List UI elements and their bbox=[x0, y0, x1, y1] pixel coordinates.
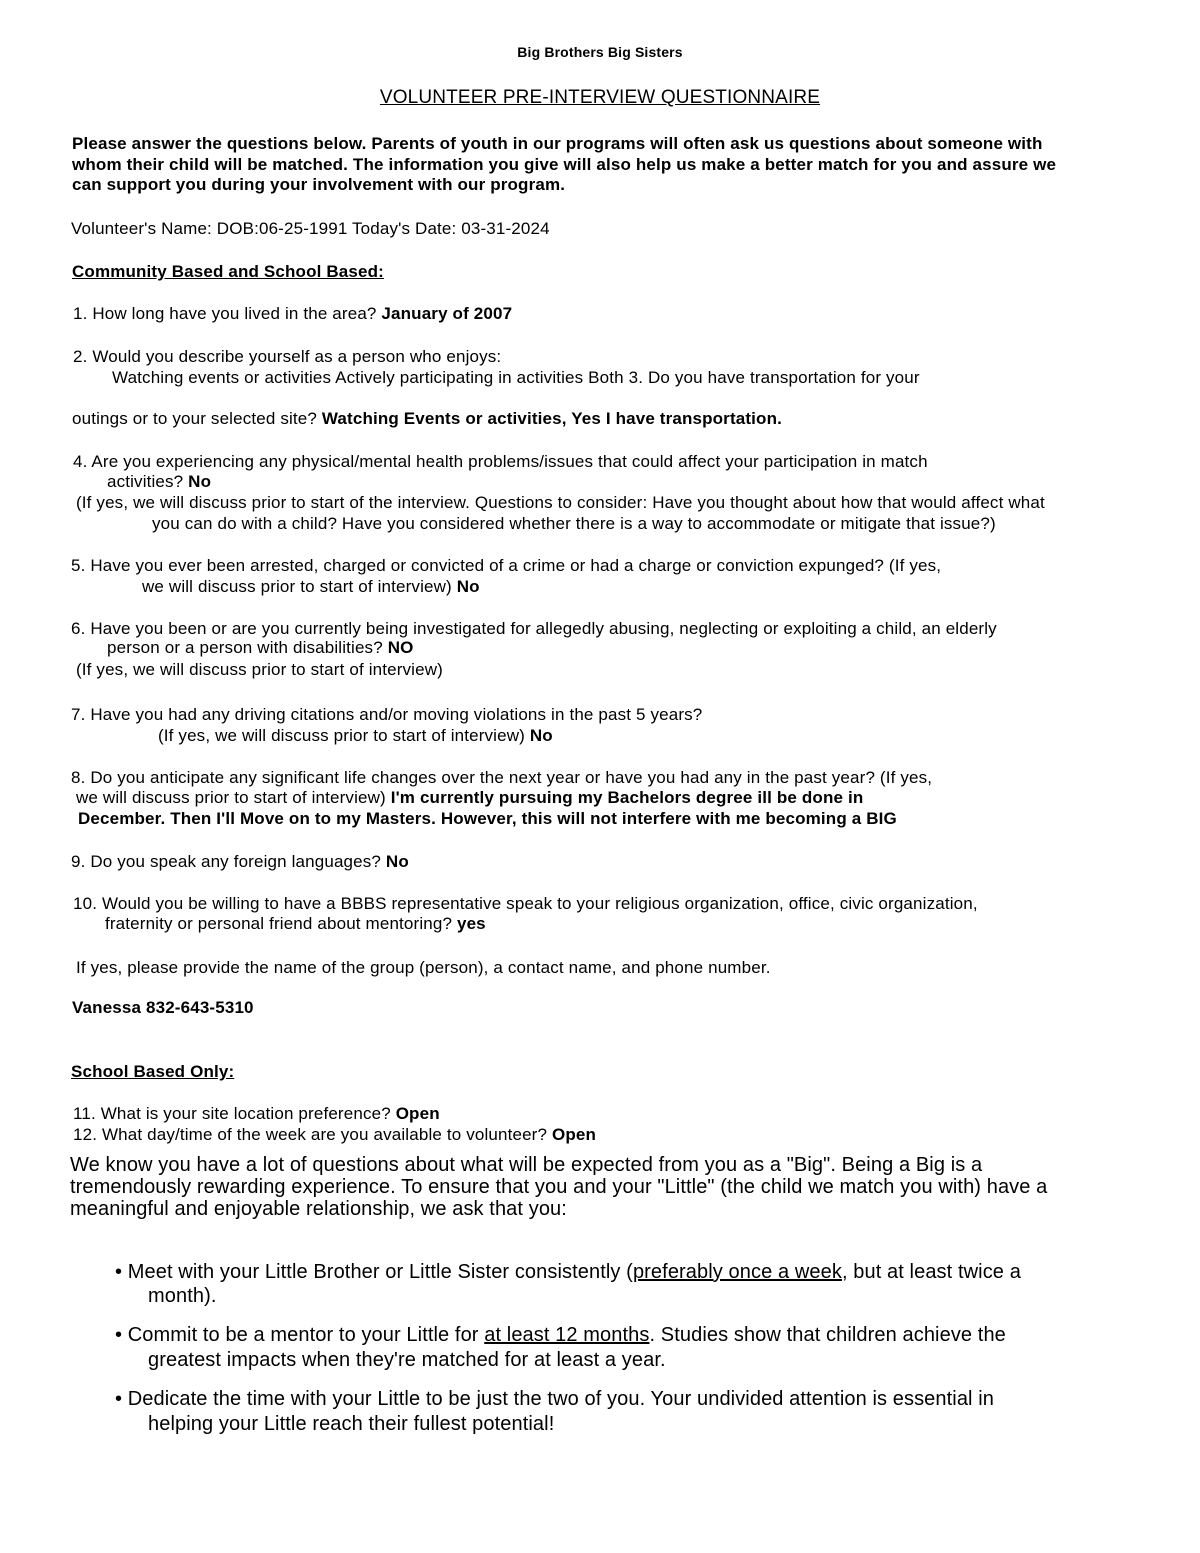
volunteer-info-line: Volunteer's Name: DOB:06-25-1991 Today's Date: 03-31-2024 bbox=[71, 219, 550, 238]
answer-6: NO bbox=[387, 638, 414, 657]
question-4-note-cont: you can do with a child? Have you considered whether there is a way to accommodate or mitigate that issue?) bbox=[152, 514, 996, 533]
org-name: Big Brothers Big Sisters bbox=[517, 44, 683, 60]
question-2: 2. Would you describe yourself as a person who enjoys: bbox=[73, 347, 502, 366]
answer-8-part-2: December. Then I'll Move on to my Masters. However, this will not interfere with me becoming a BIG bbox=[78, 809, 897, 828]
question-9: 9. Do you speak any foreign languages? No bbox=[71, 852, 409, 871]
question-11: 11. What is your site location preference? Open bbox=[73, 1104, 440, 1123]
answer-1: January of 2007 bbox=[381, 304, 513, 323]
question-3: outings or to your selected site? Watching Events or activities, Yes I have transportation. bbox=[72, 409, 782, 428]
question-7-cont: (If yes, we will discuss prior to start of interview) No bbox=[158, 726, 553, 745]
answer-2-3: Watching Events or activities, Yes I have transportation. bbox=[321, 409, 782, 428]
bullet-dedicate-time-cont: helping your Little reach their fullest potential! bbox=[148, 1413, 555, 1435]
question-7: 7. Have you had any driving citations and/or moving violations in the past 5 years? bbox=[71, 705, 703, 724]
question-5-cont: we will discuss prior to start of interview) No bbox=[142, 577, 480, 596]
question-4-note: (If yes, we will discuss prior to start of the interview. Questions to consider: Have you thought about how that would affect what bbox=[76, 493, 1045, 512]
question-4-cont: activities? No bbox=[107, 472, 212, 491]
question-6-note: (If yes, we will discuss prior to start of interview) bbox=[76, 660, 443, 679]
answer-5: No bbox=[456, 577, 480, 596]
question-1: 1. How long have you lived in the area? January of 2007 bbox=[73, 304, 513, 323]
intro-line-3: can support you during your involvement with our program. bbox=[72, 175, 566, 194]
bullet-commit-12-months: • Commit to be a mentor to your Little for at least 12 months. Studies show that children achieve the bbox=[115, 1324, 1006, 1346]
question-10: 10. Would you be willing to have a BBBS representative speak to your religious organization, office, civic organization, bbox=[73, 894, 978, 913]
question-2-options: Watching events or activities Actively participating in activities Both 3. Do you have transportation for your bbox=[112, 368, 920, 387]
intro-line-2: whom their child will be matched. The information you give will also help us make a better match for you and assure we bbox=[72, 155, 1057, 174]
question-10-cont: fraternity or personal friend about mentoring? yes bbox=[105, 914, 486, 933]
bullet-commit-12-months-cont: greatest impacts when they're matched for at least a year. bbox=[148, 1349, 666, 1371]
question-6: 6. Have you been or are you currently being investigated for allegedly abusing, neglecting or exploiting a child, an elderly bbox=[71, 619, 997, 638]
question-10-followup: If yes, please provide the name of the group (person), a contact name, and phone number. bbox=[76, 958, 771, 977]
bullet-dedicate-time: • Dedicate the time with your Little to be just the two of you. Your undivided attention is essential in bbox=[115, 1388, 995, 1410]
bullet-meet-consistently-cont: month). bbox=[148, 1285, 217, 1307]
expectations-line-2: tremendously rewarding experience. To ensure that you and your "Little" (the child we match you with) have a bbox=[70, 1176, 1048, 1198]
answer-4: No bbox=[188, 472, 212, 491]
section-heading-school: School Based Only: bbox=[71, 1062, 235, 1081]
question-8: 8. Do you anticipate any significant life changes over the next year or have you had any in the past year? (If yes, bbox=[71, 768, 933, 787]
question-6-cont: person or a person with disabilities? NO bbox=[107, 638, 414, 657]
answer-7: No bbox=[529, 726, 553, 745]
expectations-line-1: We know you have a lot of questions about what will be expected from you as a "Big". Being a Big is a bbox=[70, 1154, 983, 1176]
answer-10: yes bbox=[456, 914, 486, 933]
question-8-cont: we will discuss prior to start of interview) I'm currently pursuing my Bachelors degree ill be done in bbox=[76, 788, 864, 807]
intro-line-1: Please answer the questions below. Parents of youth in our programs will often ask us questions about someone with bbox=[72, 134, 1043, 153]
question-12: 12. What day/time of the week are you available to volunteer? Open bbox=[73, 1125, 597, 1144]
answer-11: Open bbox=[395, 1104, 440, 1123]
expectations-line-3: meaningful and enjoyable relationship, we ask that you: bbox=[70, 1198, 567, 1220]
answer-12: Open bbox=[551, 1125, 597, 1144]
page-title: VOLUNTEER PRE-INTERVIEW QUESTIONNAIRE bbox=[379, 87, 821, 108]
answer-8-part-1: I'm currently pursuing my Bachelors degree ill be done in bbox=[390, 788, 864, 807]
section-heading-community: Community Based and School Based: bbox=[72, 262, 384, 281]
question-4: 4. Are you experiencing any physical/mental health problems/issues that could affect your participation in match bbox=[73, 452, 928, 471]
question-5: 5. Have you ever been arrested, charged or convicted of a crime or had a charge or conviction expunged? (If yes, bbox=[71, 556, 942, 575]
contact-answer: Vanessa 832-643-5310 bbox=[72, 998, 254, 1017]
answer-9: No bbox=[385, 852, 409, 871]
bullet-meet-consistently: • Meet with your Little Brother or Little Sister consistently (preferably once a week, but at least twice a bbox=[115, 1261, 1021, 1283]
